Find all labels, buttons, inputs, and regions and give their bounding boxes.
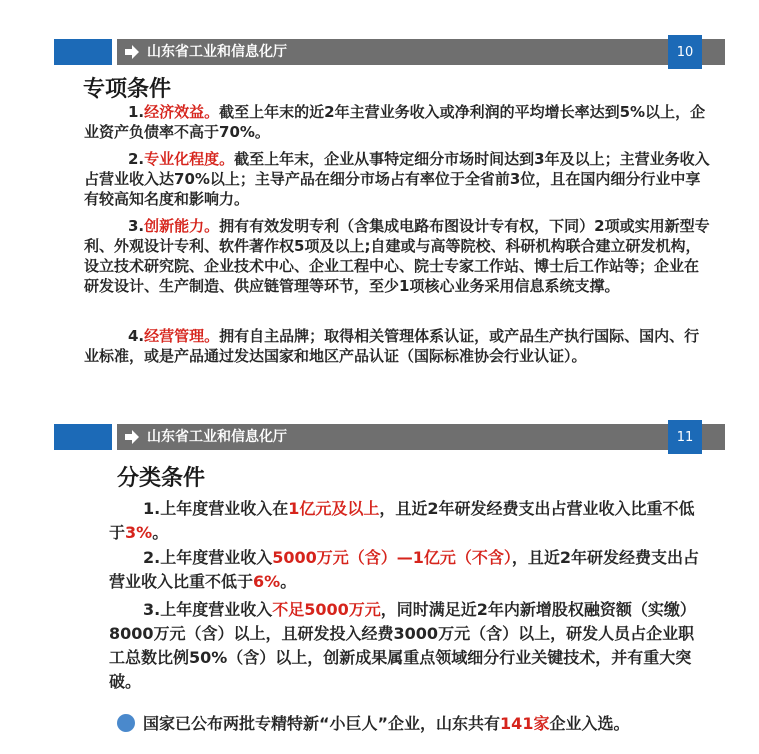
class-item-1: 1.上年度营业收入在1亿元及以上，且近2年研发经费支出占营业收入比重不低于3%。: [109, 499, 695, 542]
item-2: 2.专业化程度。截至上年末，企业从事特定细分市场时间达到3年及以上；主营业务收入占营业收入达70%以上；主导产品在细分市场占有率位于全省前3位，且在国内细分行业中享有较高知名度和影响力。: [84, 150, 710, 208]
note: 国家已公布两批专精特新“小巨人”企业，山东共有 141家 企业入选。: [117, 711, 629, 734]
item-1: 1.经济效益。截至上年末的近2年主营业务收入或净利润的平均增长率达到5%以上，企业资产负债率不高于70%。: [84, 103, 706, 141]
header-blue-block: [54, 39, 112, 65]
org-name: 山东省工业和信息化厅: [147, 44, 287, 60]
class-item-3: 3.上年度营业收入不足5000万元，同时满足近2年内新增股权融资额（实缴）8000万元（含）以上，且研发投入经费3000万元（含）以上，研发人员占企业职工总数比例50%（含）以上，创新成果属重点领域细分行业关键技术，并有重大突破。: [109, 600, 696, 691]
class-item-2: 2.上年度营业收入5000万元（含）—1亿元（不含），且近2年研发经费支出占营业收入比重不低于6%。: [109, 548, 700, 591]
circle-bullet-icon: [117, 714, 135, 732]
header-slide-10: [0, 35, 759, 69]
section-title: 分类条件: [117, 466, 206, 491]
arrow-right-icon: [124, 429, 140, 445]
page-number: 10: [668, 35, 702, 69]
item-3: 3.创新能力。拥有有效发明专利（含集成电路布图设计专有权，下同）2项或实用新型专利、外观设计专利、软件著作权5项及以上;自建或与高等院校、科研机构联合建立研发机构，设立技术研究院、企业技术中心、企业工程中心、院士专家工作站、博士后工作站等；企业在研发设计、生产制造、供应链管理等环节，至少1项核心业务采用信息系统支撑。: [84, 217, 710, 295]
header-slide-11: [0, 420, 759, 454]
arrow-right-icon: [124, 44, 140, 60]
page-number: 11: [668, 420, 702, 454]
section-title: 专项条件: [83, 77, 172, 102]
org-name: 山东省工业和信息化厅: [147, 429, 287, 445]
item-4: 4.经营管理。拥有自主品牌；取得相关管理体系认证，或产品生产执行国际、国内、行业标准，或是产品通过发达国家和地区产品认证（国际标准协会行业认证）。: [84, 327, 700, 365]
header-blue-block: [54, 424, 112, 450]
